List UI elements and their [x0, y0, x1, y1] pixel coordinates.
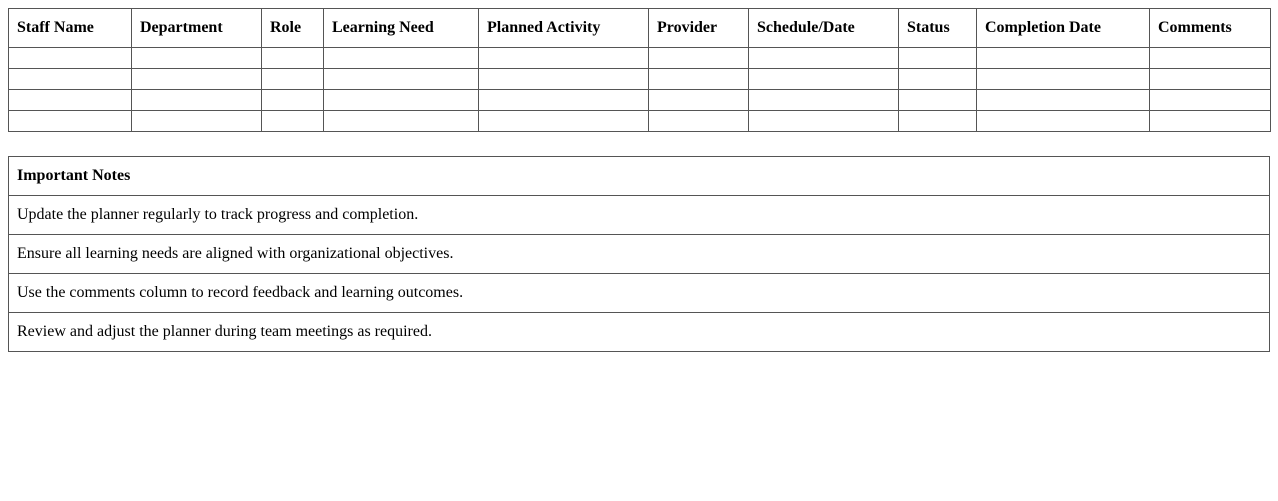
table-row	[9, 48, 1271, 69]
table-cell[interactable]	[749, 90, 899, 111]
table-cell[interactable]	[649, 111, 749, 132]
table-cell[interactable]	[132, 69, 262, 90]
column-header-schedule-date: Schedule/Date	[749, 9, 899, 48]
table-cell[interactable]	[977, 90, 1150, 111]
table-cell[interactable]	[479, 69, 649, 90]
table-cell[interactable]	[899, 90, 977, 111]
note-item: Update the planner regularly to track progress and completion.	[9, 196, 1270, 235]
column-header-department: Department	[132, 9, 262, 48]
column-header-role: Role	[262, 9, 324, 48]
table-cell[interactable]	[749, 111, 899, 132]
table-cell[interactable]	[262, 69, 324, 90]
table-cell[interactable]	[9, 69, 132, 90]
table-cell[interactable]	[977, 69, 1150, 90]
table-cell[interactable]	[749, 69, 899, 90]
table-cell[interactable]	[9, 48, 132, 69]
table-cell[interactable]	[324, 69, 479, 90]
table-cell[interactable]	[132, 111, 262, 132]
table-cell[interactable]	[977, 48, 1150, 69]
table-cell[interactable]	[749, 48, 899, 69]
table-cell[interactable]	[324, 90, 479, 111]
table-cell[interactable]	[1150, 111, 1271, 132]
note-item: Use the comments column to record feedback and learning outcomes.	[9, 274, 1270, 313]
table-cell[interactable]	[899, 69, 977, 90]
table-row	[9, 111, 1271, 132]
table-cell[interactable]	[9, 90, 132, 111]
table-cell[interactable]	[262, 111, 324, 132]
table-row	[9, 90, 1271, 111]
note-item: Ensure all learning needs are aligned with organizational objectives.	[9, 235, 1270, 274]
note-item: Review and adjust the planner during team meetings as required.	[9, 313, 1270, 352]
table-cell[interactable]	[9, 111, 132, 132]
table-cell[interactable]	[649, 90, 749, 111]
table-cell[interactable]	[649, 48, 749, 69]
column-header-provider: Provider	[649, 9, 749, 48]
table-cell[interactable]	[479, 90, 649, 111]
table-cell[interactable]	[1150, 48, 1271, 69]
table-cell[interactable]	[1150, 69, 1271, 90]
learning-planner-table	[8, 8, 1271, 132]
column-header-completion-date: Completion Date	[977, 9, 1150, 48]
note-row	[9, 196, 1270, 235]
column-header-comments: Comments	[1150, 9, 1271, 48]
table-cell[interactable]	[479, 48, 649, 69]
column-header-learning-need: Learning Need	[324, 9, 479, 48]
table-cell[interactable]	[262, 90, 324, 111]
column-header-status: Status	[899, 9, 977, 48]
table-cell[interactable]	[899, 111, 977, 132]
table-cell[interactable]	[977, 111, 1150, 132]
note-row	[9, 235, 1270, 274]
column-header-planned-activity: Planned Activity	[479, 9, 649, 48]
column-header-staff-name: Staff Name	[9, 9, 132, 48]
table-cell[interactable]	[479, 111, 649, 132]
table-cell[interactable]	[1150, 90, 1271, 111]
notes-header-row	[9, 157, 1270, 196]
note-row	[9, 274, 1270, 313]
important-notes-table	[8, 156, 1270, 352]
header-row	[9, 9, 1271, 48]
table-cell[interactable]	[649, 69, 749, 90]
notes-title: Important Notes	[9, 157, 1270, 196]
table-cell[interactable]	[262, 48, 324, 69]
table-cell[interactable]	[132, 48, 262, 69]
table-cell[interactable]	[899, 48, 977, 69]
table-cell[interactable]	[324, 111, 479, 132]
table-cell[interactable]	[132, 90, 262, 111]
note-row	[9, 313, 1270, 352]
table-cell[interactable]	[324, 48, 479, 69]
table-row	[9, 69, 1271, 90]
